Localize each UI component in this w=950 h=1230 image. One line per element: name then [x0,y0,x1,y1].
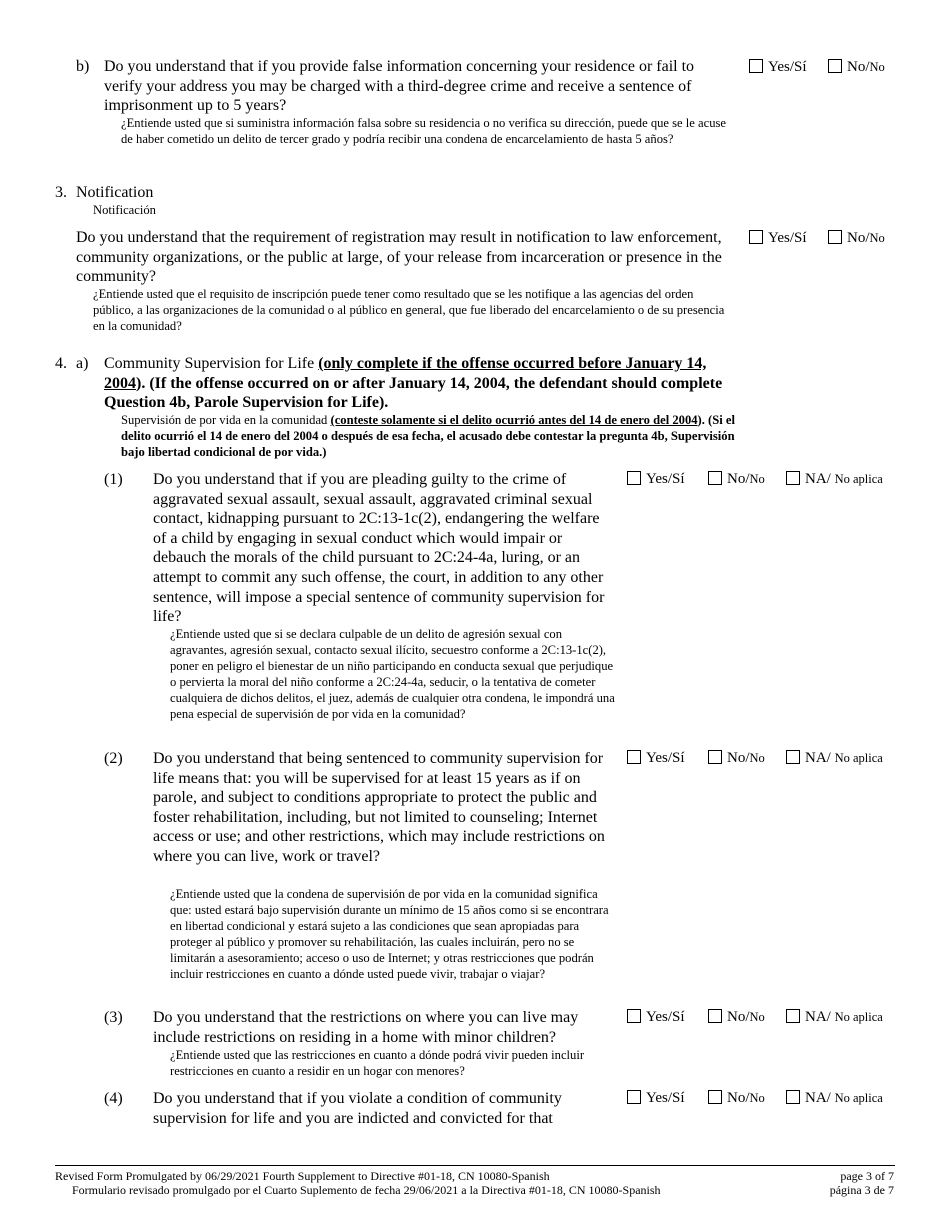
q3-title-es: Notificación [93,203,156,217]
sub3-question: Do you understand that the restrictions on where you can live may include restrictions on residing in a home with minor children? [153,1009,579,1046]
footer-form-info: Revised Form Promulgated by 06/29/2021 Fourth Supplement to Directive #01-18, CN 10080-Spanish [55,1169,550,1183]
checkbox-icon[interactable] [786,1009,800,1023]
footer-rule [55,1165,895,1166]
sub1-yes-option[interactable]: Yes/Sí [627,470,685,488]
checkbox-icon[interactable] [627,471,641,485]
checkbox-icon[interactable] [786,1090,800,1104]
q3-title: Notification [76,184,154,201]
sub1-question: Do you understand that if you are pleading guilty to the crime of aggravated sexual assault, sexual assault, aggravated criminal sexual contact, kidnapping pursuant to 2C:13-1c(2), endangering the welfare of a child by engaging in sexual conduct which would impair or debauch the morals of the child pursuant to 2C:24-4a, luring, or an attempt to commit any such offense, the court, in addition to any other sentence, will impose a special sentence of community supervision for life? [153,471,605,626]
sub4-no-option[interactable]: No/No [708,1089,765,1107]
sub3-no-option[interactable]: No/No [708,1008,765,1026]
sub2-number: (2) [104,750,123,767]
footer-form-info-es: Formulario revisado promulgado por el Cuarto Suplemento de fecha 29/06/2021 a la Directiva #01-18, CN 10080-Spanish [72,1183,661,1197]
q3-no-option[interactable]: No/No [828,229,885,247]
checkbox-icon[interactable] [786,750,800,764]
sub3-na-option[interactable]: NA/ No aplica [786,1008,883,1026]
sub2-question: Do you understand that being sentenced to community supervision for life means that: you will be supervised for at least 15 years as if on parole, and subject to conditions appropriate to protect the public and foster rehabilitation, including, but not limited to counseling; Internet access or use; and other restrictions, which may include restrictions on where you can live, work or travel? [153,750,605,865]
footer-page-number: page 3 of 7 [840,1169,894,1183]
q4a-title-es: Supervisión de por vida en la comunidad (conteste solamente si el delito ocurrió antes del 14 de enero del 2004). (Si el delito ocurrió el 14 de enero del 2004 o después de esa fecha, el acusado debe contestar la pregunta 4b, Supervisión bajo libertad condicional de por vida.) [121,413,735,459]
checkbox-icon[interactable] [627,1009,641,1023]
checkbox-icon[interactable] [786,471,800,485]
checkbox-icon[interactable] [627,750,641,764]
checkbox-icon[interactable] [708,1009,722,1023]
sub3-number: (3) [104,1009,123,1026]
q4a-title: Community Supervision for Life (only complete if the offense occurred before January 14, 2004). (If the offense occurred on or after January 14, 2004, the defendant should complete Question 4b, Parole Supervision for Life). [104,355,723,412]
q3-yes-option[interactable]: Yes/Sí [749,229,807,247]
checkbox-icon[interactable] [749,230,763,244]
checkbox-icon[interactable] [828,59,842,73]
checkbox-icon[interactable] [708,750,722,764]
sub1-na-option[interactable]: NA/ No aplica [786,470,883,488]
sub3-yes-option[interactable]: Yes/Sí [627,1008,685,1026]
sub2-question-es: ¿Entiende usted que la condena de supervisión de por vida en la comunidad significa que: usted estará bajo supervisión durante un mínimo de 15 años como si se encontrara en libertad condicional y estará sujeto a las condiciones que sean apropiadas para proteger al público y promover su rehabilitación, las cuales incluirán, pero no se limitarán a asesoramiento; acceso o uso de Internet; y otras restricciones que podrán incluir restricciones en cuanto a dónde usted puede vivir, trabajar o viajar? [170,887,609,981]
sub4-number: (4) [104,1090,123,1107]
q4a-letter: a) [76,355,89,372]
checkbox-icon[interactable] [708,1090,722,1104]
sub4-question: Do you understand that if you violate a condition of community supervision for life and you are indicted and convicted for that [153,1090,562,1127]
q2b-question: Do you understand that if you provide false information concerning your residence or fail to verify your address you may be charged with a third-degree crime and receive a sentence of imprisonment up to 5 years? [104,58,695,115]
q2b-letter: b) [76,58,90,75]
q3-number: 3. [55,184,67,201]
checkbox-icon[interactable] [749,59,763,73]
footer-page-number-es: página 3 de 7 [829,1183,894,1197]
checkbox-icon[interactable] [627,1090,641,1104]
q2b-no-option[interactable]: No/No [828,58,885,76]
checkbox-icon[interactable] [828,230,842,244]
q2b-yes-option[interactable]: Yes/Sí [749,58,807,76]
checkbox-icon[interactable] [708,471,722,485]
sub1-no-option[interactable]: No/No [708,470,765,488]
q3-question: Do you understand that the requirement of registration may result in notification to law enforcement, community organizations, or the public at large, of your release from incarceration or presence in the community? [76,229,722,286]
sub1-number: (1) [104,471,123,488]
q3-question-es: ¿Entiende usted que el requisito de inscripción puede tener como resultado que se les notifique a las agencias del orden público, a las organizaciones de la comunidad o al público en general, que fue liberado del encarcelamiento o de su presencia en la comunidad? [93,287,725,333]
sub2-no-option[interactable]: No/No [708,749,765,767]
sub2-yes-option[interactable]: Yes/Sí [627,749,685,767]
sub4-yes-option[interactable]: Yes/Sí [627,1089,685,1107]
sub3-question-es: ¿Entiende usted que las restricciones en cuanto a dónde podrá vivir pueden incluir restricciones en cuanto a residir en un hogar con menores? [170,1048,585,1078]
q2b-question-es: ¿Entiende usted que si suministra información falsa sobre su residencia o no verifica su dirección, puede que se le acuse de haber cometido un delito de tercer grado y podría recibir una condena de encarcelamiento de hasta 5 años? [121,116,726,146]
sub4-na-option[interactable]: NA/ No aplica [786,1089,883,1107]
q4-number: 4. [55,355,67,372]
sub1-question-es: ¿Entiende usted que si se declara culpable de un delito de agresión sexual con agravantes, agresión sexual, contacto sexual ilícito, secuestro conforme a 2C:13-1c(2), poner en peligro el bienestar de un niño participando en conducta sexual que perjudique o pervierta la moral del niño conforme a 2C:24-4a, seducir, o la tentativa de cometer cualquiera de dichos delitos, el juez, además de cualquier otra condena, le impondrá una pena especial de supervisión de por vida en la comunidad? [170,627,615,721]
sub2-na-option[interactable]: NA/ No aplica [786,749,883,767]
